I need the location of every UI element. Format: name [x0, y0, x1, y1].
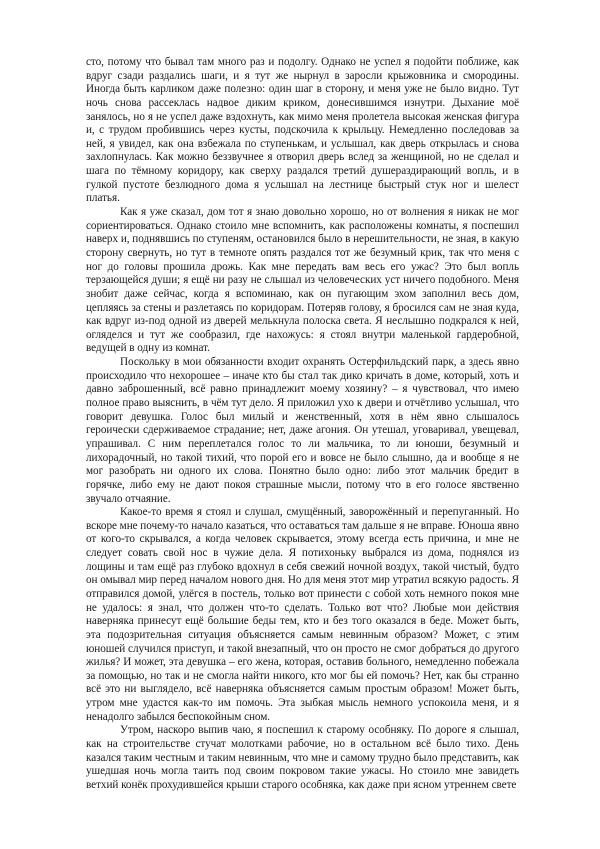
paragraph-2: Как я уже сказал, дом тот я знаю довольно хорошо, но от волнения я никак не мог сориентироваться. Однако стоило мне вспомнить, как расположены комнаты, я поспешил наверх и, поднявшись по ступеням, остановился было в нерешительности, не зная, в какую сторону свернуть, но тут в темноте опять раздался тот же безумный крик, так что меня с ног до головы прошила дрожь. Как мне передать вам весь его ужас? Это был вопль терзающейся души; я ещё ни разу не слышал из человеческих уст ничего подобного. Меня знобит даже сейчас, когда я вспоминаю, как он пугающим эхом заполнил весь дом, цепляясь за стены и разлетаясь по коридорам. Потеряв голову, я бросился сам не зная куда, как вдруг из-под одной из дверей мелькнула полоска света. Я неслышно подкрался к ней, огляделся и тут же сообразил, где нахожусь: я стоял внутри маленькой гардеробной, ведущей в одну из комнат.	[86, 206, 519, 355]
paragraph-5: Утром, наскоро выпив чаю, я поспешил к старому особняку. По дороге я слышал, как на строительстве стучат молотками рабочие, но в остальном всё было тихо. День казался таким честным и таким невинным, что мне и самому трудно было представить, как ушедшая ночь могла таить под своим покровом такие ужасы. Но стоило мне завидеть ветхий конёк прохудившейся крыши старого особняка, как даже при ясном утреннем свете	[86, 724, 519, 791]
paragraph-1: сто, потому что бывал там много раз и подолгу. Однако не успел я подойти поближе, как вдруг сзади раздались шаги, и я тут же нырнул в заросли крыжовника и смородины. Иногда быть карликом даже полезно: один шаг в сторону, и меня уже не было видно. Тут ночь снова рассеклась надвое диким криком, донесившимся изнутри. Дыхание моё занялось, но я не успел даже вздохнуть, как мимо меня пролетела высокая женская фигура и, с трудом пробившись через кусты, подскочила к крыльцу. Немедленно последовав за ней, я увидел, как она взбежала по ступенькам, и услышал, как дверь открылась и снова захлопнулась. Как можно беззвучнее я отворил дверь вслед за женщиной, но не сделал и шага по тёмному коридору, как сверху раздался третий душераздирающий вопль, и в гулкой пустоте безлюдного дома я услышал на лестнице быстрый стук ног и шелест платья.	[86, 56, 519, 205]
page-text-body	[86, 56, 519, 793]
paragraph-4: Какое-то время я стоял и слушал, смущённый, заворожённый и перепуганный. Но вскоре мне почему-то начало казаться, что оставаться там дальше я не вправе. Юноша явно от кого-то скрывался, а когда человек скрывается, этому всегда есть причина, и мне не следует совать свой нос в чужие дела. Я потихоньку выбрался из дома, поднялся из лощины и там ещё раз глубоко вдохнул в себя свежий ночной воздух, такой чистый, будто он омывал мир перед началом нового дня. Но для меня этот мир утратил всякую радость. Я отправился домой, улёгся в постель, только вот принести с собой хоть немного покоя мне не удалось: я знал, что должен что-то сделать. Только вот что? Любые мои действия наверняка принесут ещё большие беды тем, кто и без того оказался в беде. Может быть, эта подозрительная ситуация объясняется самым невинным образом? Может, с этим юношей случился приступ, и такой внезапный, что он просто не смог добраться до другого жилья? И может, эта девушка – его жена, которая, оставив больного, немедленно побежала за помощью, но так и не смогла найти никого, кто мог бы ей помочь? Нет, как бы странно всё это ни выглядело, всё наверняка объясняется самым простым образом! Может быть, утром мне удастся как-то им помочь. Эта зыбкая мысль немного успокоила меня, и я ненадолго забылся беспокойным сном.	[86, 506, 519, 723]
paragraph-3: Поскольку в мои обязанности входит охранять Остерфильдский парк, а здесь явно происходило что нехорошее – иначе кто бы стал так дико кричать в доме, который, хоть и давно заброшенный, всё равно принадлежит моему хозяину? – я чувствовал, что имею полное право выяснить, в чём тут дело. Я приложил ухо к двери и отчётливо услышал, что говорит девушка. Голос был милый и женственный, хотя в нём явно слышалось героически сдерживаемое страдание; нет, даже агония. Он утешал, уговаривал, увещевал, упрашивал. С ним переплетался голос то ли мальчика, то ли юноши, безумный и лихорадочный, но такой тихий, что порой его и вовсе не было слышно, да и вообще я не мог разобрать ни одного их слова. Понятно было одно: либо этот мальчик бредит в горячке, либо ему не дают покоя страшные мысли, потому что в его голосе явственно звучало отчаяние.	[86, 356, 519, 505]
